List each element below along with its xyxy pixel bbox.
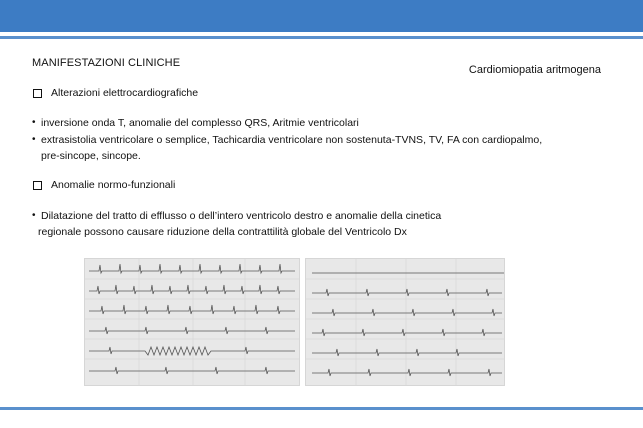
bullet-text: extrasistolia ventricolare o semplice, Tachicardia ventricolare non sostenuta-TVNS, TV, FA con cardiopalmo, xyxy=(41,134,543,146)
bullet-icon: • xyxy=(32,134,36,145)
slide-title: MANIFESTAZIONI CLINICHE xyxy=(32,57,181,69)
slide-topic: Cardiomiopatia aritmogena xyxy=(468,64,601,76)
bullet-text: inversione onda T, anomalie del complesso QRS, Aritmie ventricolari xyxy=(41,117,359,129)
section-heading-ecg: Alterazioni elettrocardiografiche xyxy=(51,87,199,99)
header-divider xyxy=(0,36,643,39)
checkbox-icon xyxy=(33,181,42,190)
section-heading-function: Anomalie normo-funzionali xyxy=(51,179,176,191)
ecg-tracing-right xyxy=(305,258,505,386)
bullet-icon: • xyxy=(32,117,36,128)
bullet-text-continuation: regionale possono causare riduzione della contrattilità globale del Ventricolo Dx xyxy=(38,226,407,238)
bullet-icon: • xyxy=(32,210,36,221)
bullet-text-continuation: pre-sincope, sincope. xyxy=(41,150,141,162)
checkbox-icon xyxy=(33,89,42,98)
ecg-tracing-left xyxy=(84,258,300,386)
header-bar xyxy=(0,0,643,32)
footer-divider xyxy=(0,407,643,410)
bullet-text: Dilatazione del tratto di efflusso o dell’intero ventricolo destro e anomalie della cinetica xyxy=(41,210,442,222)
